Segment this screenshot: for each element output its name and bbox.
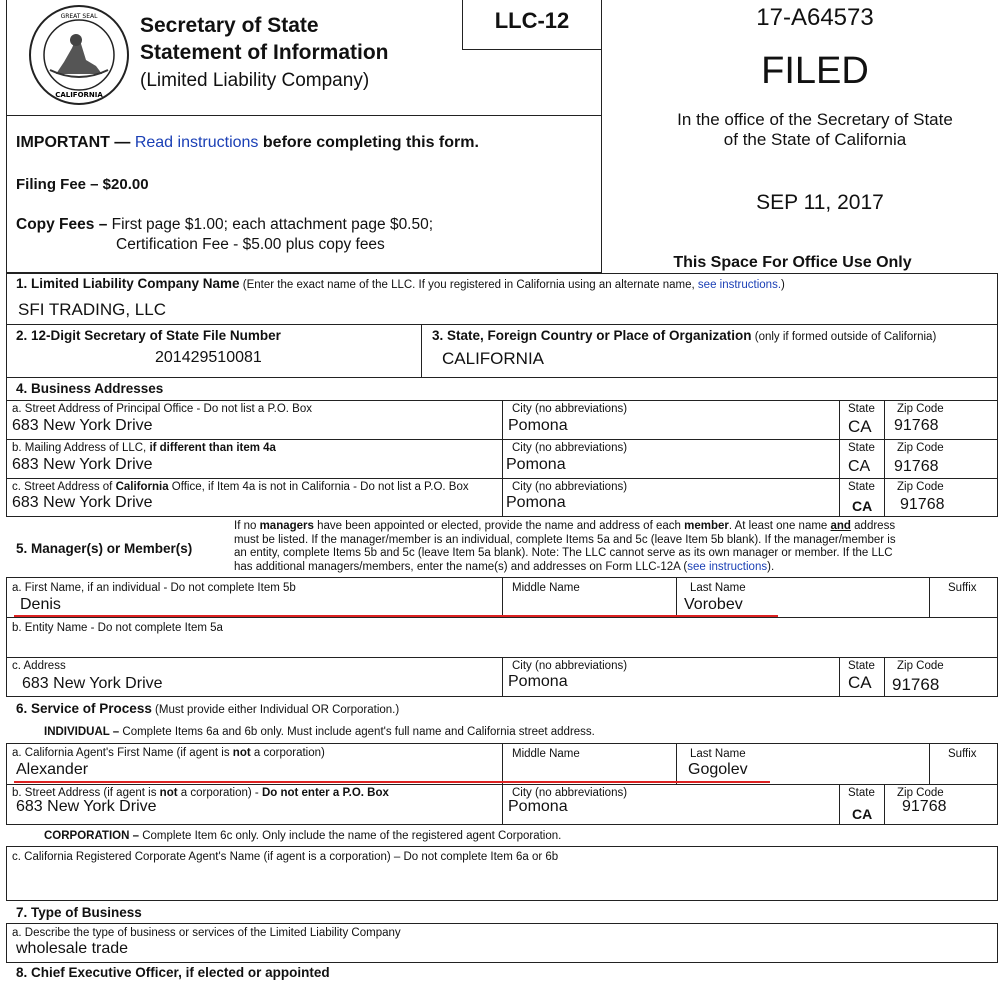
filed-stamp: FILED: [761, 50, 869, 92]
item4a-city-label: City (no abbreviations): [512, 403, 628, 415]
item6-note: (Must provide either Individual OR Corporation.): [155, 704, 400, 716]
item6a-middle-label: Middle Name: [512, 748, 580, 760]
item6a-first-label: a. California Agent's First Name (if agent is not a corporation): [12, 747, 325, 759]
item5b-entity-label: b. Entity Name - Do not complete Item 5a: [12, 622, 223, 634]
title-line-2: Statement of Information: [140, 41, 389, 64]
item6-individual-note: Complete Items 6a and 6b only. Must include agent's full name and California street address.: [122, 726, 595, 738]
item8-label: 8. Chief Executive Officer, if elected or appointed: [16, 965, 330, 980]
item5a-red-underline: [14, 615, 778, 617]
item4c-zip-field[interactable]: 91768: [900, 496, 945, 513]
item5a-first-field[interactable]: Denis: [20, 596, 61, 613]
item5a-last-label: Last Name: [690, 582, 746, 594]
svg-text:GREAT SEAL: GREAT SEAL: [60, 13, 98, 20]
item5a-last-field[interactable]: Vorobev: [684, 596, 743, 613]
item5c-state-label: State: [848, 660, 875, 672]
copy-fees-line-2: Certification Fee - $5.00 plus copy fees: [116, 236, 385, 253]
item4a-street-field[interactable]: 683 New York Drive: [12, 417, 153, 434]
item1-label-line: [16, 277, 785, 292]
item5-instructions-link[interactable]: see instructions: [687, 560, 768, 573]
item6b-city-field[interactable]: Pomona: [508, 798, 568, 815]
item1-close: ): [781, 279, 785, 291]
item2-label: 2. 12-Digit Secretary of State File Number: [16, 328, 281, 343]
office-use-label: This Space For Office Use Only: [673, 254, 912, 271]
state-seal-icon: [26, 4, 132, 106]
item3-label: 3. State, Foreign Country or Place of Organization: [432, 328, 752, 343]
item1-instructions-link[interactable]: see instructions.: [697, 279, 782, 291]
item6-individual-label: INDIVIDUAL –: [44, 726, 120, 738]
document-number: 17-A64573: [756, 4, 874, 31]
item6c-label: c. California Registered Corporate Agent's Name (if agent is a corporation) – Do not complete Item 6a or 6b: [12, 851, 559, 863]
item4c-label-pre: c. Street Address of: [12, 481, 116, 493]
item5-instr-line3: an entity, complete Items 5b and 5c (leave Item 5a blank). Note: The LLC cannot serve as its own manager or member. If the LLC: [234, 547, 893, 559]
filing-fee: Filing Fee – $20.00: [16, 176, 149, 193]
item4c-state-field[interactable]: CA: [852, 498, 873, 514]
item5c-state-field[interactable]: CA: [848, 673, 872, 692]
item4a-state-label: State: [848, 403, 875, 415]
item4b-label-pre: b. Mailing Address of LLC,: [12, 442, 150, 454]
item6b-zip-field[interactable]: 91768: [902, 798, 947, 815]
form-code: LLC-12: [494, 8, 570, 33]
svg-text:CALIFORNIA: CALIFORNIA: [55, 91, 103, 99]
item6b-street-label: b. Street Address (if agent is not a corporation) - Do not enter a P.O. Box: [12, 787, 389, 799]
item4a-zip-label: Zip Code: [897, 403, 944, 415]
item4b-zip-label: Zip Code: [897, 442, 944, 454]
item5c-city-label: City (no abbreviations): [512, 660, 628, 672]
item5c-street-field[interactable]: 683 New York Drive: [22, 675, 163, 692]
title-line-1: Secretary of State: [140, 14, 319, 37]
copy-fees: [16, 216, 433, 234]
file-number-field[interactable]: 201429510081: [155, 349, 262, 366]
item7-label: 7. Type of Business: [16, 905, 142, 920]
item4b-city-field[interactable]: Pomona: [506, 456, 566, 473]
item4c-label: [12, 481, 469, 494]
item4b-state-label: State: [848, 442, 875, 454]
item4a-zip-field[interactable]: 91768: [894, 417, 939, 434]
office-line-2: of the State of California: [723, 130, 907, 149]
item4-label: 4. Business Addresses: [16, 381, 164, 396]
subtitle: (Limited Liability Company): [140, 70, 370, 91]
item1-note: (Enter the exact name of the LLC. If you registered in California using an alternate name,: [242, 279, 695, 291]
item4b-street-field[interactable]: 683 New York Drive: [12, 456, 153, 473]
item5-instructions: [234, 520, 990, 574]
item6b-state-label: State: [848, 787, 875, 799]
item6a-suffix-label: Suffix: [948, 748, 977, 760]
copy-fees-label: Copy Fees –: [16, 216, 108, 233]
item5c-city-field[interactable]: Pomona: [508, 673, 568, 690]
llc-name-field[interactable]: SFI TRADING, LLC: [18, 300, 166, 319]
item5-instr-line2: must be listed. If the manager/member is an individual, complete Items 5a and 5c (leave Item 5b blank). If the manager/member is: [234, 533, 896, 546]
item6a-last-field[interactable]: Gogolev: [688, 761, 748, 778]
copy-fees-line-1: First page $1.00; each attachment page $0.50;: [111, 216, 434, 233]
item5c-zip-label: Zip Code: [897, 660, 944, 672]
item4a-city-field[interactable]: Pomona: [508, 417, 568, 434]
read-instructions-link[interactable]: Read instructions: [134, 134, 259, 151]
item6a-red-underline: [14, 781, 770, 783]
item4c-label-post: Office, if Item 4a is not in California - Do not list a P.O. Box: [168, 481, 469, 493]
item6a-last-label: Last Name: [690, 748, 746, 760]
item6a-first-field[interactable]: Alexander: [16, 761, 89, 778]
item4b-city-label: City (no abbreviations): [512, 442, 628, 454]
item5-label: 5. Manager(s) or Member(s): [16, 541, 193, 556]
item6-label: 6. Service of Process: [16, 701, 152, 716]
filed-date: SEP 11, 2017: [756, 191, 884, 214]
item4c-city-label: City (no abbreviations): [512, 481, 628, 493]
item6-corporation-line: [44, 830, 561, 843]
important-rest: before completing this form.: [262, 134, 479, 151]
item4b-state-field[interactable]: CA: [848, 458, 871, 475]
item6b-state-field[interactable]: CA: [852, 806, 873, 822]
item5-instr-line1: If no managers have been appointed or elected, provide the name and address of each member. At least one name and address: [234, 520, 896, 532]
item4c-city-field[interactable]: Pomona: [506, 494, 566, 511]
item5c-address-label: c. Address: [12, 660, 66, 672]
item4c-zip-label: Zip Code: [897, 481, 944, 493]
item3-label-line: [432, 329, 936, 344]
item6-individual-line: [44, 726, 595, 739]
important-label: IMPORTANT —: [16, 134, 131, 151]
item4b-label: [12, 442, 276, 455]
item3-note: (only if formed outside of California): [754, 331, 937, 343]
item5a-suffix-label: Suffix: [948, 582, 977, 594]
item6b-street-field[interactable]: 683 New York Drive: [16, 798, 157, 815]
item4a-label: a. Street Address of Principal Office - Do not list a P.O. Box: [12, 403, 312, 415]
item4b-label-bold: if different than item 4a: [149, 442, 276, 454]
office-line-1: In the office of the Secretary of State: [677, 110, 953, 129]
item6-label-line: [16, 702, 399, 717]
item4b-zip-field[interactable]: 91768: [894, 458, 939, 475]
item4a-state-field[interactable]: CA: [848, 417, 872, 436]
item6b-city-label: City (no abbreviations): [512, 787, 628, 799]
item4c-state-label: State: [848, 481, 875, 493]
item5a-first-label: a. First Name, if an individual - Do not complete Item 5b: [12, 582, 296, 594]
item6-corporation-label: CORPORATION –: [44, 830, 139, 842]
item5-instr-line4: has additional managers/members, enter the name(s) and addresses on Form LLC-12A (see instructions).: [234, 560, 775, 573]
important-line: [16, 134, 479, 152]
item1-label: 1. Limited Liability Company Name: [16, 276, 240, 291]
item4c-street-field[interactable]: 683 New York Drive: [12, 494, 153, 511]
item5c-zip-field[interactable]: 91768: [892, 675, 940, 694]
item4c-label-bold: California: [115, 481, 169, 493]
item6-corporation-note: Complete Item 6c only. Only include the name of the registered agent Corporation.: [142, 830, 562, 842]
state-of-organization-field[interactable]: CALIFORNIA: [442, 349, 545, 368]
item7a-label: a. Describe the type of business or services of the Limited Liability Company: [12, 927, 401, 939]
item5a-middle-label: Middle Name: [512, 582, 580, 594]
business-type-field[interactable]: wholesale trade: [16, 940, 129, 957]
item6b-zip-label: Zip Code: [897, 787, 944, 799]
